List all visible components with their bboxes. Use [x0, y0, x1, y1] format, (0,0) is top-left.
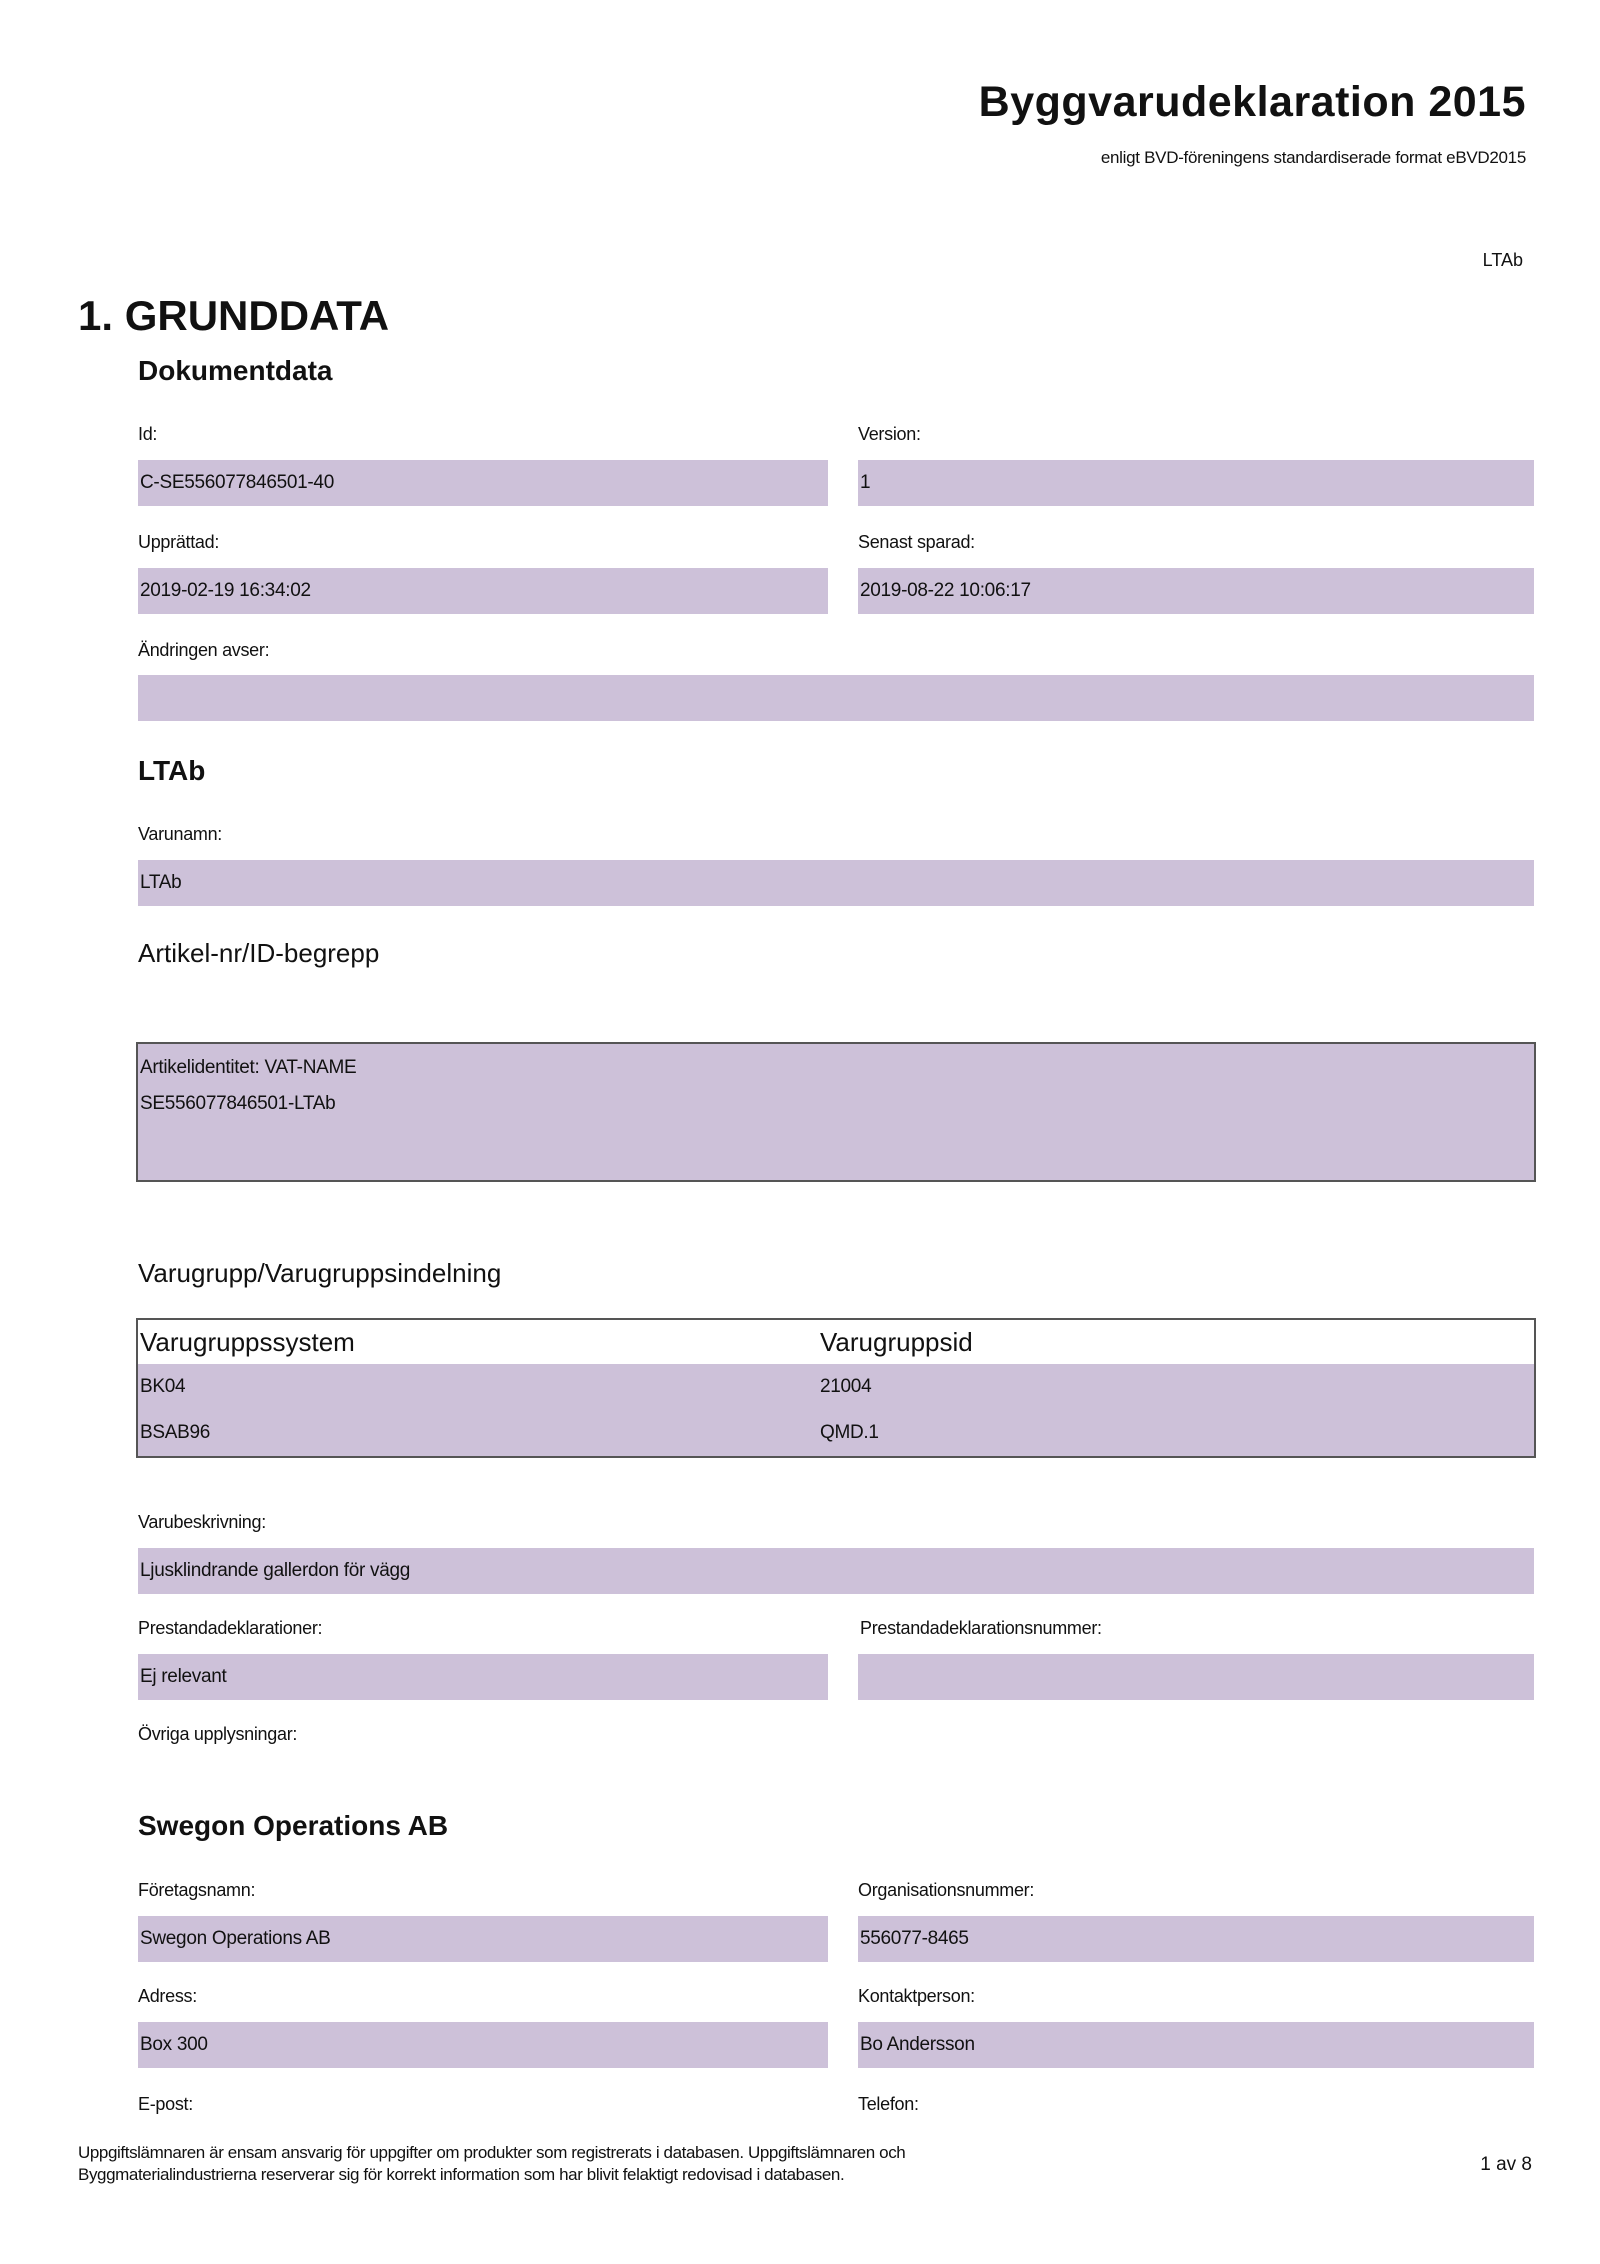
- version-label: Version:: [858, 424, 921, 444]
- other-info-label: Övriga upplysningar:: [138, 1724, 298, 1744]
- product-name-header: LTAb: [1482, 250, 1523, 270]
- id-label: Id:: [138, 424, 158, 444]
- org-number-field: 556077-8465: [858, 1916, 1534, 1962]
- saved-field: 2019-08-22 10:06:17: [858, 568, 1534, 614]
- column-header-system: Varugruppssystem: [137, 1319, 818, 1364]
- product-name-label: Varunamn:: [138, 824, 223, 844]
- table-cell: BSAB96: [137, 1410, 818, 1457]
- contact-field: Bo Andersson: [858, 2022, 1534, 2068]
- document-subtitle: enligt BVD-föreningens standardiserade format eBVD2015: [1100, 148, 1526, 167]
- company-heading: Swegon Operations AB: [138, 1810, 449, 1841]
- table-cell: 21004: [818, 1364, 1535, 1410]
- performance-label: Prestandadeklarationer:: [138, 1618, 323, 1638]
- company-name-label: Företagsnamn:: [138, 1880, 256, 1900]
- phone-label: Telefon:: [858, 2094, 919, 2114]
- table-row: [137, 1410, 1535, 1457]
- section-title: 1. GRUNDDATA: [78, 292, 390, 339]
- footer-disclaimer: [78, 2142, 1208, 2186]
- product-name-field: LTAb: [138, 860, 1534, 906]
- change-label: Ändringen avser:: [138, 640, 270, 660]
- company-name-field: Swegon Operations AB: [138, 1916, 828, 1962]
- version-field: 1: [858, 460, 1534, 506]
- product-group-heading: Varugrupp/Varugruppsindelning: [138, 1258, 502, 1288]
- article-id-line: Artikelidentitet: VAT-NAME: [140, 1057, 357, 1078]
- created-field: 2019-02-19 16:34:02: [138, 568, 828, 614]
- performance-number-label: Prestandadeklarationsnummer:: [860, 1618, 1102, 1638]
- table-cell: QMD.1: [818, 1410, 1535, 1457]
- product-group-table: [136, 1318, 1536, 1458]
- document-data-heading: Dokumentdata: [138, 355, 333, 386]
- saved-label: Senast sparad:: [858, 532, 975, 552]
- address-label: Adress:: [138, 1986, 197, 2006]
- email-label: E-post:: [138, 2094, 193, 2114]
- article-id-box: [136, 1042, 1536, 1182]
- change-field: [138, 675, 1534, 721]
- address-field: Box 300: [138, 2022, 828, 2068]
- footer-disclaimer-line: Uppgiftslämnaren är ensam ansvarig för uppgifter om produkter som registrerats i databasen. Uppgiftslämnaren och: [78, 2143, 906, 2162]
- description-label: Varubeskrivning:: [138, 1512, 266, 1532]
- table-cell: BK04: [137, 1364, 818, 1410]
- document-title: Byggvarudeklaration 2015: [978, 78, 1526, 126]
- contact-label: Kontaktperson:: [858, 1986, 975, 2006]
- org-number-label: Organisationsnummer:: [858, 1880, 1035, 1900]
- article-id-line: SE556077846501-LTAb: [140, 1093, 336, 1114]
- performance-field: Ej relevant: [138, 1654, 828, 1700]
- description-field: Ljusklindrande gallerdon för vägg: [138, 1548, 1534, 1594]
- column-header-id: Varugruppsid: [818, 1319, 1535, 1364]
- id-field: C-SE556077846501-40: [138, 460, 828, 506]
- performance-number-field: [858, 1654, 1534, 1700]
- table-header-row: [137, 1319, 1535, 1364]
- product-heading: LTAb: [138, 755, 206, 786]
- footer-disclaimer-line: Byggmaterialindustrierna reserverar sig för korrekt information som har blivit felaktigt redovisad i databasen.: [78, 2165, 845, 2184]
- article-id-heading: Artikel-nr/ID-begrepp: [138, 938, 380, 968]
- page-number: 1 av 8: [1480, 2154, 1532, 2175]
- table-row: [137, 1364, 1535, 1410]
- created-label: Upprättad:: [138, 532, 220, 552]
